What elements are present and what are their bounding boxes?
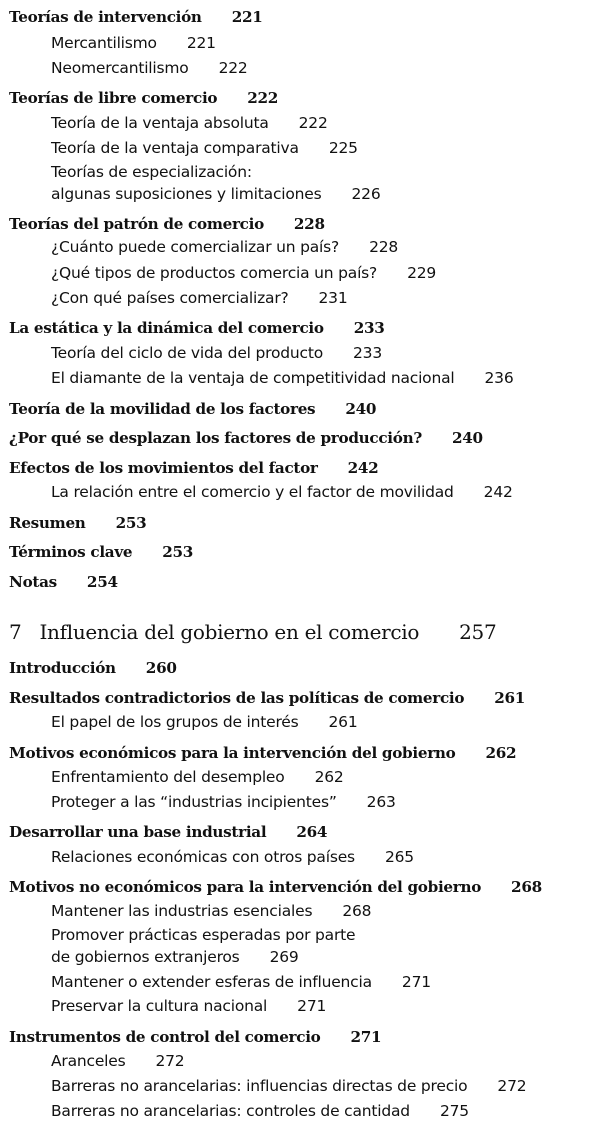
toc-title: La estática y la dinámica del comercio (9, 319, 324, 337)
toc-page: 221 (186, 34, 216, 52)
toc-subentry (51, 141, 358, 157)
toc-subentry (51, 61, 248, 77)
toc-heading (9, 217, 325, 232)
toc-heading (9, 402, 376, 417)
toc-subentry (51, 240, 398, 256)
toc-subentry (51, 1079, 526, 1095)
toc-title: Enfrentamiento del desempleo (51, 768, 285, 786)
toc-title: ¿Por qué se desplazan los factores de producción? (9, 429, 422, 447)
toc-subentry (51, 266, 436, 282)
toc-subentry (51, 165, 252, 181)
toc-heading (9, 691, 525, 706)
toc-title: Neomercantilismo (51, 59, 189, 77)
toc-page: 265 (384, 848, 414, 866)
toc-page: 262 (314, 768, 344, 786)
toc-title: El diamante de la ventaja de competitividad nacional (51, 369, 455, 387)
toc-page: 268 (342, 902, 372, 920)
toc-heading (9, 661, 177, 676)
toc-page: 264 (296, 823, 328, 841)
toc-page: 272 (497, 1077, 527, 1095)
toc-title: Teorías de especialización: (51, 163, 252, 181)
toc-page: 226 (351, 185, 381, 203)
toc-title: Barreras no arancelarias: controles de cantidad (51, 1102, 410, 1120)
toc-title: Teorías de intervención (9, 8, 202, 26)
toc-title: Teorías del patrón de comercio (9, 215, 264, 233)
toc-title: Barreras no arancelarias: influencias directas de precio (51, 1077, 468, 1095)
toc-heading (9, 575, 118, 590)
toc-heading (9, 91, 278, 106)
toc-title: Teoría del ciclo de vida del producto (51, 344, 323, 362)
toc-title: Términos clave (9, 543, 133, 561)
toc-page: 233 (353, 319, 385, 337)
toc-page: 271 (401, 973, 431, 991)
toc-page: 240 (345, 400, 377, 418)
chapter-number: 7 (9, 620, 22, 644)
toc-subentry (51, 291, 348, 307)
toc-page: 268 (511, 878, 542, 896)
toc-page: 260 (145, 659, 177, 677)
toc-title: ¿Cuánto puede comercializar un país? (51, 238, 340, 256)
toc-heading (9, 880, 542, 895)
toc-page: 225 (328, 139, 358, 157)
toc-heading (9, 516, 146, 531)
toc-page: 240 (451, 429, 483, 447)
chapter-heading (9, 622, 496, 642)
toc-title: Preservar la cultura nacional (51, 997, 268, 1015)
toc-title: Teoría de la ventaja comparativa (51, 139, 299, 157)
toc-subentry (51, 36, 216, 52)
toc-page: 261 (328, 713, 358, 731)
toc-page: 271 (350, 1028, 382, 1046)
toc-page: 269 (269, 948, 299, 966)
toc-page: 228 (293, 215, 325, 233)
toc-subentry (51, 950, 299, 966)
toc-subentry (51, 850, 414, 866)
toc-title: ¿Qué tipos de productos comercia un país? (51, 264, 378, 282)
toc-title: Aranceles (51, 1052, 126, 1070)
toc-subentry (51, 346, 382, 362)
toc-subentry (51, 975, 431, 991)
toc-page: 221 (231, 8, 263, 26)
toc-title: La relación entre el comercio y el factor de movilidad (51, 483, 454, 501)
toc-subentry (51, 485, 513, 501)
toc-page: 254 (86, 573, 118, 591)
toc-subentry (51, 187, 381, 203)
toc-page: 233 (353, 344, 382, 362)
toc-title: Introducción (9, 659, 116, 677)
toc-title: Instrumentos de control del comercio (9, 1028, 321, 1046)
toc-title: Desarrollar una base industrial (9, 823, 267, 841)
toc-subentry (51, 999, 326, 1015)
toc-title: Promover prácticas esperadas por parte (51, 926, 356, 944)
toc-page: 261 (494, 689, 526, 707)
toc-heading (9, 431, 483, 446)
toc-title: Relaciones económicas con otros países (51, 848, 355, 866)
toc-subentry (51, 795, 396, 811)
toc-title: de gobiernos extranjeros (51, 948, 240, 966)
toc-page: 236 (484, 369, 514, 387)
toc-subentry (51, 116, 328, 132)
toc-heading (9, 1030, 381, 1045)
toc-title: Motivos no económicos para la intervención del gobierno (9, 878, 482, 896)
toc-page: 222 (218, 59, 248, 77)
toc-title: ¿Con qué países comercializar? (51, 289, 289, 307)
toc-page: 231 (318, 289, 348, 307)
toc-page: 222 (298, 114, 328, 132)
toc-title: Motivos económicos para la intervención del gobierno (9, 744, 456, 762)
toc-title: algunas suposiciones y limitaciones (51, 185, 322, 203)
toc-title: Mantener las industrias esenciales (51, 902, 313, 920)
toc-page: 262 (485, 744, 517, 762)
toc-page: 271 (297, 997, 327, 1015)
toc-heading (9, 321, 385, 336)
toc-page: 272 (155, 1052, 185, 1070)
toc-page: 263 (366, 793, 396, 811)
toc-page: 242 (347, 459, 379, 477)
toc-subentry (51, 371, 514, 387)
toc-subentry (51, 1054, 184, 1070)
toc-page: 253 (115, 514, 147, 532)
toc-title: Mercantilismo (51, 34, 157, 52)
toc-title: Teorías de libre comercio (9, 89, 218, 107)
toc-title: Mantener o extender esferas de influencia (51, 973, 372, 991)
toc-title: Teoría de la ventaja absoluta (51, 114, 269, 132)
toc-heading (9, 825, 327, 840)
toc-subentry (51, 1104, 469, 1120)
toc-page: 229 (407, 264, 437, 282)
toc-page: 222 (247, 89, 279, 107)
chapter-title: Influencia del gobierno en el comercio (39, 620, 420, 644)
toc-title: Teoría de la movilidad de los factores (9, 400, 316, 418)
toc-subentry (51, 928, 355, 944)
toc-title: Efectos de los movimientos del factor (9, 459, 318, 477)
toc-heading (9, 10, 263, 25)
toc-subentry (51, 715, 358, 731)
toc-title: Resultados contradictorios de las políticas de comercio (9, 689, 465, 707)
toc-page: 275 (439, 1102, 469, 1120)
toc-page: 228 (369, 238, 399, 256)
toc-page: 242 (483, 483, 513, 501)
toc-title: El papel de los grupos de interés (51, 713, 299, 731)
toc-title: Notas (9, 573, 57, 591)
toc-heading (9, 545, 193, 560)
chapter-page: 257 (459, 620, 497, 644)
toc-heading (9, 461, 378, 476)
toc-subentry (51, 770, 344, 786)
toc-title: Resumen (9, 514, 86, 532)
toc-heading (9, 746, 516, 761)
toc-subentry (51, 904, 371, 920)
toc-page: 253 (162, 543, 194, 561)
toc-title: Proteger a las “industrias incipientes” (51, 793, 337, 811)
